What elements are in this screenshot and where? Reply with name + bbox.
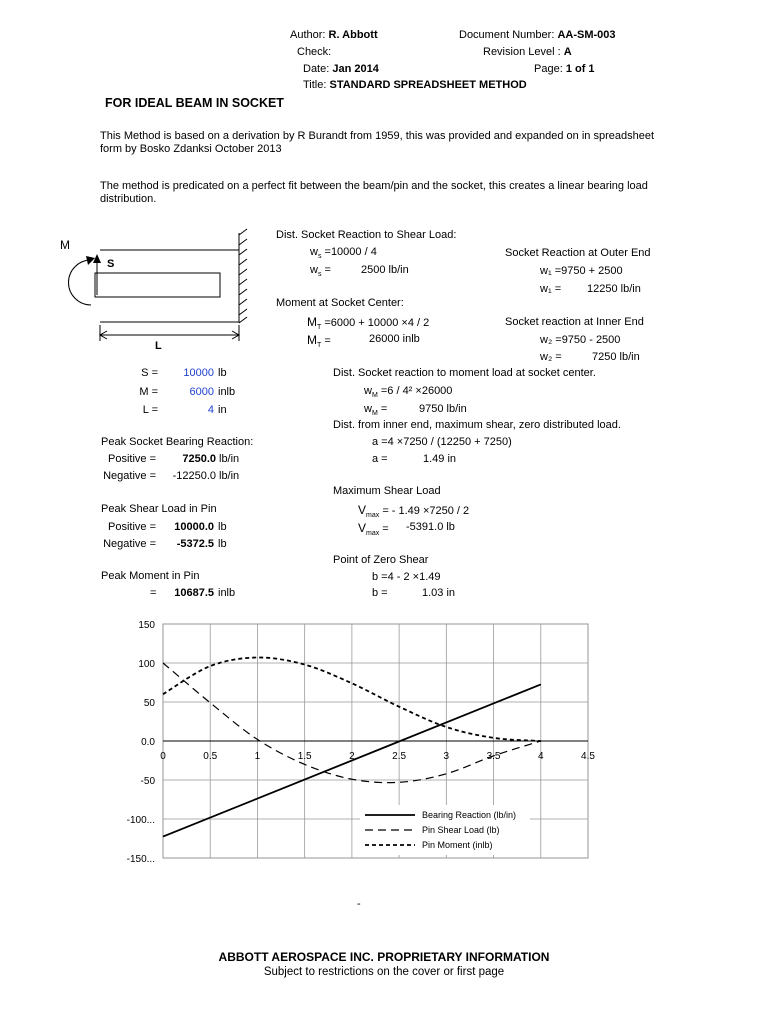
footer-restrictions: Subject to restrictions on the cover or first page — [263, 966, 505, 978]
diagram-l-label: L — [155, 340, 162, 352]
pin — [95, 273, 220, 297]
b-result: 1.03 in — [422, 587, 456, 599]
bearing-peak-title: Peak Socket Bearing Reaction: — [101, 436, 254, 448]
w1-result: 12250 lb/in — [587, 283, 641, 295]
title-line: Title: STANDARD SPREADSHEET METHOD — [303, 79, 527, 91]
moment-dist-title: Dist. Socket reaction to moment load at socket center. — [333, 367, 596, 379]
wm-result: 9750 lb/in — [419, 403, 467, 415]
moment-arrowhead — [86, 256, 95, 265]
b-expr: b =4 - 2 ×1.49 — [372, 571, 441, 583]
inner-end-title: Socket reaction at Inner End — [505, 316, 644, 328]
shear-pos-label: Positive = — [108, 521, 156, 533]
shear-peak-title: Peak Shear Load in Pin — [101, 503, 217, 515]
y-tick-label: 150 — [138, 620, 155, 631]
bearing-neg-value: -12250.0 — [172, 470, 216, 482]
docnum-line: Document Number: AA-SM-003 — [459, 29, 616, 41]
bearing-pos-label: Positive = — [108, 453, 156, 465]
shear-dist-title: Dist. Socket Reaction to Shear Load: — [276, 229, 457, 241]
a-expr: a =4 ×7250 / (12250 + 7250) — [372, 436, 512, 448]
page-line: Page: 1 of 1 — [534, 63, 595, 75]
m-label: M = — [139, 386, 158, 398]
zero-shear-dist-title: Dist. from inner end, maximum shear, zero distributed load. — [333, 419, 621, 431]
y-tick-label: 50 — [143, 698, 155, 709]
page-number: 1 of 1 — [565, 63, 595, 75]
shear-neg-value: -5372.5 — [176, 538, 214, 550]
zero-shear-point-title: Point of Zero Shear — [333, 554, 429, 566]
moment-arrow — [69, 260, 92, 305]
a-result-label: a = — [372, 453, 388, 465]
intro-paragraph-1: This Method is based on a derivation by R Burandt from 1959, this was provided and expanded on in spreadsheet form by Bosko Zdanksi October 2013 — [100, 130, 655, 155]
w2-result: 7250 lb/in — [592, 351, 640, 363]
vmax-expr: $V_{max}$ = - 1.49 ×7250 / 2 — [358, 503, 470, 520]
mt-expr: $M_T =6000 + 10000 \times 4 / 2$ — [307, 315, 430, 332]
m-unit: inlb — [218, 386, 236, 398]
bearing-neg-label: Negative = — [103, 470, 156, 482]
ws-result-label: $w_s$ = — [310, 264, 331, 279]
l-value: 4 — [207, 404, 214, 416]
moment-peak-title: Peak Moment in Pin — [101, 570, 200, 582]
y-tick-label: 0.0 — [141, 737, 155, 748]
y-tick-label: 100 — [138, 659, 155, 670]
socket — [100, 229, 247, 323]
vmax-result: -5391.0 lb — [406, 521, 455, 533]
intro-paragraph-2: The method is predicated on a perfect fit between the beam/pin and the socket, this creates a linear bearing load distribution. — [100, 180, 648, 205]
m-value: 6000 — [189, 386, 214, 398]
moment-peak-unit: inlb — [218, 587, 236, 599]
legend-label-1: Bearing Reaction (lb/in) — [422, 810, 517, 820]
s-unit: lb — [218, 367, 227, 379]
max-shear-title: Maximum Shear Load — [333, 485, 441, 497]
mt-result: 26000 inlb — [369, 333, 420, 345]
x-tick-label: 0.5 — [203, 751, 218, 762]
wm-expr: $w_M =6 / 4^2 \times 26000$ — [364, 385, 453, 400]
shear-neg-unit: lb — [218, 538, 227, 550]
x-tick-label: 2 — [349, 751, 355, 762]
b-result-label: b = — [372, 587, 388, 599]
mt-result-label: $M_T$ = — [307, 333, 331, 350]
s-value: 10000 — [183, 367, 214, 379]
author-line: Author: R. Abbott — [290, 29, 378, 41]
y-tick-label: -100... — [126, 815, 155, 826]
outer-end-title: Socket Reaction at Outer End — [505, 247, 651, 259]
legend-label-3: Pin Moment (inlb) — [422, 840, 493, 850]
x-tick-label: 4.5 — [581, 751, 595, 762]
bearing-pos-unit: lb/in — [219, 453, 240, 465]
vmax-result-label: $V_{max}$ = — [358, 521, 389, 538]
ws-expr: $w_s =10000 / 4$ — [310, 246, 377, 261]
revision-line: Revision Level : A — [483, 46, 572, 58]
w2-expr: w₂ =9750 - 2500 — [540, 334, 621, 346]
shear-pos-unit: lb — [218, 521, 227, 533]
shear-pos-value: 10000.0 — [174, 521, 214, 533]
legend-label-2: Pin Shear Load (lb) — [422, 825, 500, 835]
moment-eq: = — [150, 587, 157, 599]
x-tick-label: 0 — [160, 751, 166, 762]
date: Jan 2014 — [332, 63, 379, 75]
moment-center-title: Moment at Socket Center: — [276, 297, 404, 309]
docnum: AA-SM-003 — [557, 29, 616, 41]
diagram-m-label: M — [60, 238, 70, 252]
page-heading: FOR IDEAL BEAM IN SOCKET — [105, 96, 284, 110]
s-label: S = — [141, 367, 158, 379]
x-tick-label: 3.5 — [486, 751, 501, 762]
x-tick-label: 1.5 — [297, 751, 312, 762]
revision: A — [563, 46, 572, 58]
date-line: Date: Jan 2014 — [303, 63, 379, 75]
diagram-s-label: S — [107, 258, 115, 270]
ws-result: 2500 lb/in — [361, 264, 409, 276]
l-unit: in — [218, 404, 227, 416]
doc-title: STANDARD SPREADSHEET METHOD — [329, 79, 527, 91]
footer-dash: - — [357, 898, 361, 910]
wm-result-label: $w_M$ = — [364, 403, 388, 418]
w1-result-label: w₁ = — [540, 283, 562, 295]
l-label: L = — [142, 404, 158, 416]
author: R. Abbott — [328, 29, 378, 41]
bearing-neg-unit: lb/in — [219, 470, 240, 482]
a-result: 1.49 in — [423, 453, 457, 465]
w2-result-label: w₂ = — [540, 351, 562, 363]
bearing-pos-value: 7250.0 — [182, 453, 216, 465]
x-tick-label: 3 — [443, 751, 450, 762]
w1-expr: w₁ =9750 + 2500 — [540, 265, 623, 277]
shear-neg-label: Negative = — [103, 538, 156, 550]
x-tick-label: 4 — [537, 751, 544, 762]
beam-chart — [0, 610, 768, 870]
x-tick-label: 2.5 — [392, 751, 407, 762]
footer-company: ABBOTT AEROSPACE INC. PROPRIETARY INFORMATION — [218, 950, 550, 964]
moment-peak-value: 10687.5 — [174, 587, 214, 599]
y-tick-label: -150... — [126, 854, 155, 865]
beam-socket-diagram — [55, 225, 265, 355]
y-tick-label: -50 — [140, 776, 155, 787]
x-tick-label: 1 — [254, 751, 261, 762]
check-line: Check: — [297, 46, 332, 58]
